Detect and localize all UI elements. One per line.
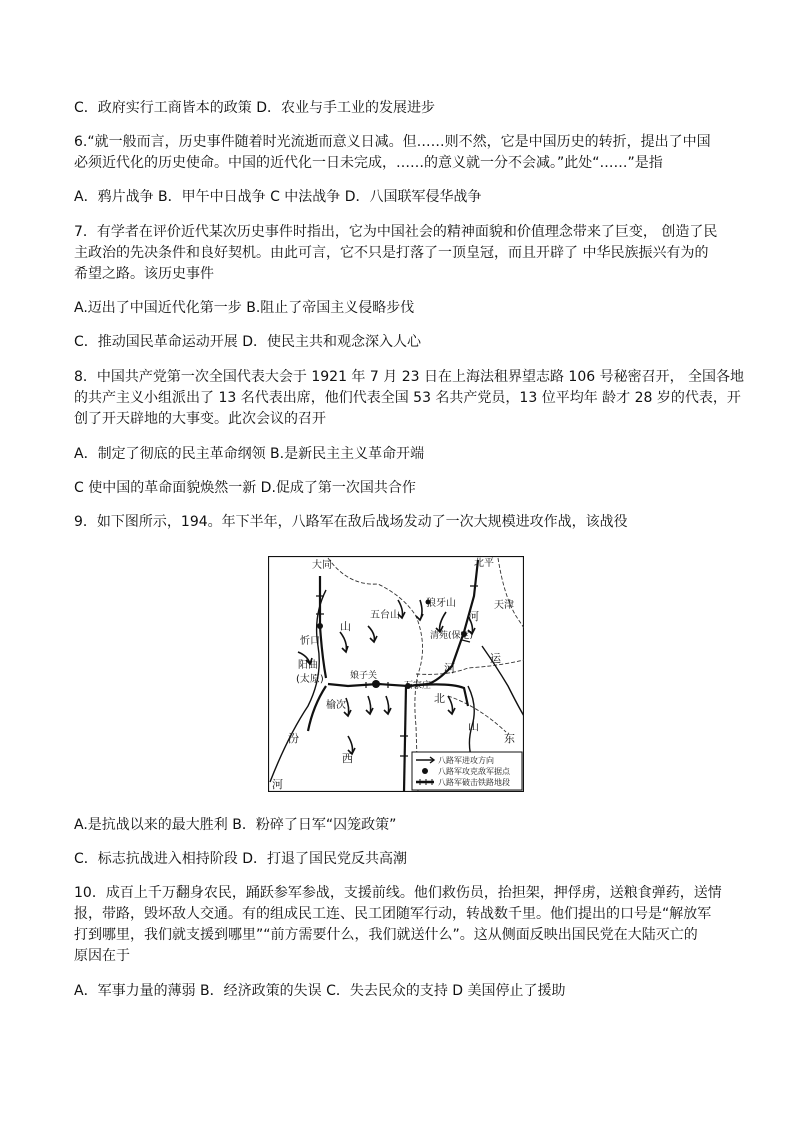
q8-stem-line-3: 创了开天辟地的大事变。此次会议的召开 bbox=[74, 411, 326, 427]
place-xinkou: 忻口 bbox=[300, 636, 320, 647]
legend-railway-sabotage: 八路军破击铁路地段 bbox=[438, 778, 510, 787]
place-shijiazhuang: 石家庄 bbox=[404, 681, 432, 691]
q7-stem-line-3: 希望之路。该历史事件 bbox=[74, 266, 214, 282]
region-he-mid: 河 bbox=[444, 662, 455, 675]
q6-stem-line-1: 6.“就一般而言，历史事件随着时光流逝而意义日减。但……则不然，它是中国历史的转折，提出了中国 bbox=[74, 134, 711, 150]
q10-stem-line-4: 原因在于 bbox=[74, 948, 130, 964]
region-bei: 北 bbox=[434, 692, 445, 705]
region-shan-east: 山 bbox=[468, 720, 479, 733]
q7-options-cd: C．推动国民革命运动开展 D．使民主共和观念深入人心 bbox=[74, 334, 422, 350]
river-fen: 汾 bbox=[288, 732, 299, 745]
place-yangqu: 阳曲 bbox=[298, 660, 318, 671]
q9-options-cd: C．标志抗战进入相持阶段 D．打退了国民党反共高潮 bbox=[74, 851, 408, 867]
q7-stem-line-2: 主政治的先决条件和良好契机。由此可言，它不只是打落了一顶皇冠，而且开辟了 中华民族振兴有为的 bbox=[74, 245, 709, 261]
place-langyashan: 狼牙山 bbox=[426, 598, 456, 609]
legend-captured-stronghold: 八路军攻克敌军据点 bbox=[438, 767, 510, 776]
q8-stem-line-2: 的共产主义小组派出了 13 名代表出席，他们代表全国 53 名共产党员，13 位平均年 龄才 28 岁的代表，开 bbox=[74, 390, 741, 406]
place-beiping: 北平 bbox=[474, 558, 494, 569]
q9-options-ab: A.是抗战以来的最大胜利 B．粉碎了日军“囚笼政策” bbox=[74, 817, 397, 833]
q6-stem-line-2: 必须近代化的历史使命。中国的近代化一日未完成，……的意义就一分不会减。”此处“……”是指 bbox=[74, 155, 663, 171]
q8-stem-line-1: 8．中国共产党第一次全国代表大会于 1921 年 7 月 23 日在上海法租界望志路 106 号秘密召开， 全国各地 bbox=[74, 369, 745, 385]
q8-options-ab: A．制定了彻底的民主革命纲领 B.是新民主主义革命开端 bbox=[74, 446, 425, 462]
q7-stem-line-1: 7．有学者在评价近代某次历史事件时指出，它为中国社会的精神面貌和价值理念带来了巨变， 创造了民 bbox=[74, 224, 718, 240]
q5-options-cd: C．政府实行工商皆本的政策 D．农业与手工业的发展进步 bbox=[74, 100, 436, 116]
q10-stem-line-2: 报，带路，毁坏敌人交通。有的组成民工连、民工团随军行动，转战数千里。他们提出的口号是“解放军 bbox=[74, 906, 712, 922]
place-datong: 大同 bbox=[312, 560, 332, 571]
river-he-sw: 河 bbox=[272, 778, 283, 791]
q10-stem-line-1: 10．成百上千万翻身农民，踊跃参军参战，支援前线。他们救伤员，抬担架，押俘虏，送粮食弹药，送情 bbox=[74, 885, 722, 901]
place-taiyuan: (太原) bbox=[296, 674, 324, 685]
region-he-north: 河 bbox=[468, 610, 479, 623]
place-tianjin: 天津 bbox=[494, 600, 514, 611]
region-shan: 山 bbox=[340, 620, 351, 633]
q10-options: A．军事力量的薄弱 B．经济政策的失误 C．失去民众的支持 D 美国停止了援助 bbox=[74, 983, 566, 999]
region-yun: 运 bbox=[490, 652, 501, 665]
region-dong: 东 bbox=[504, 732, 515, 745]
q10-stem-line-3: 打到哪里，我们就支援到哪里”“前方需要什么，我们就送什么”。这从侧面反映出国民党在大陆灭亡的 bbox=[74, 927, 698, 943]
q8-options-cd: C 使中国的革命面貌焕然一新 D.促成了第一次国共合作 bbox=[74, 480, 416, 496]
battle-map bbox=[268, 556, 524, 792]
legend-attack-direction: 八路军进攻方向 bbox=[438, 756, 494, 765]
place-yuci: 榆次 bbox=[326, 700, 346, 711]
place-qingyuan: 清苑(保定) bbox=[430, 631, 474, 641]
place-niangziguan: 娘子关 bbox=[350, 671, 378, 681]
region-xi: 西 bbox=[342, 752, 353, 765]
q6-options: A．鸦片战争 B．甲午中日战争 C 中法战争 D．八国联军侵华战争 bbox=[74, 189, 482, 205]
place-wutaishan: 五台山 bbox=[370, 610, 400, 621]
map-legend bbox=[412, 752, 522, 790]
q9-stem: 9．如下图所示，194。年下半年，八路军在敌后战场发动了一次大规模进攻作战，该战役 bbox=[74, 514, 628, 530]
q7-options-ab: A.迈出了中国近代化第一步 B.阻止了帝国主义侵略步伐 bbox=[74, 300, 415, 316]
